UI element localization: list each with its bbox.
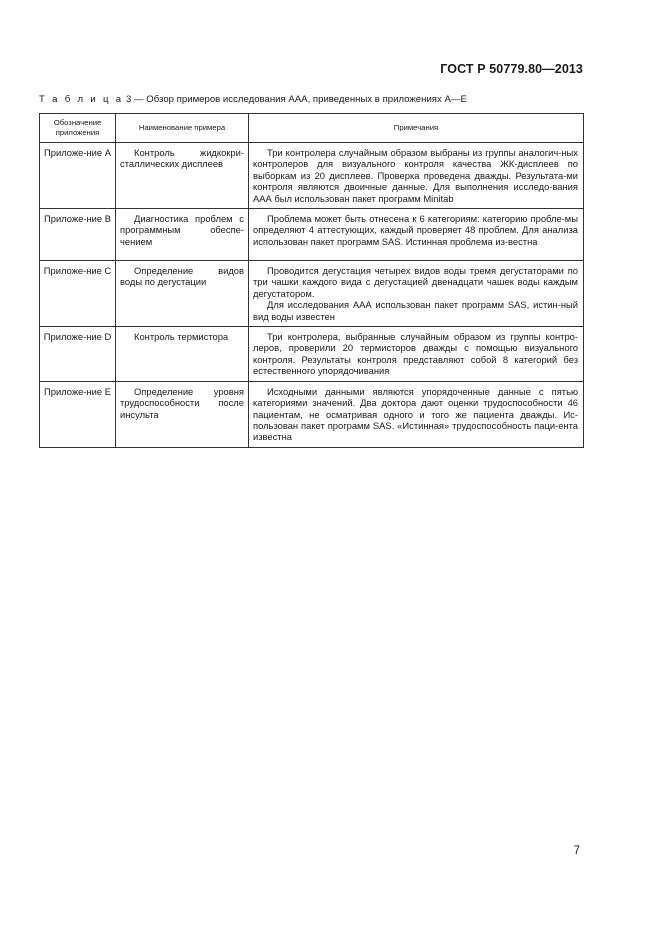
table-row	[40, 261, 584, 327]
appendix-cell: Приложе-ние Е	[40, 381, 116, 447]
page-number: 7	[573, 845, 580, 857]
appendix-cell: Приложе-ние D	[40, 327, 116, 382]
examples-table	[39, 113, 584, 448]
example-name-text: Контроль термистора	[134, 331, 229, 343]
appendix-cell: Приложе-ние С	[40, 261, 116, 327]
example-name-text: Контроль жидкокри-сталлических дисплеев	[120, 147, 244, 170]
notes-paragraph: Проводится дегустация четырех видов воды тремя дегустаторами по три чашки каждого вида с дегустацией двенадцати чашек воды каждым дегустатором.	[253, 265, 578, 299]
header-notes: Примечания	[249, 114, 584, 143]
notes-paragraph: Для исследования ААА использован пакет программ SAS, истин-ный вид воды известен	[253, 299, 578, 322]
appendix-cell: Приложе-ние А	[40, 143, 116, 209]
table-row	[40, 381, 584, 447]
standard-code-header: ГОСТ Р 50779.80—2013	[440, 62, 583, 76]
notes-cell	[249, 143, 584, 209]
example-name-text: Диагностика проблем с программным обеспе-чением	[120, 213, 244, 247]
table-row	[40, 143, 584, 209]
table-caption-label: Т а б л и ц а	[39, 94, 124, 105]
example-name-text: Определение видов воды по дегустации	[120, 265, 244, 288]
notes-cell	[249, 327, 584, 382]
notes-cell	[249, 381, 584, 447]
table-row	[40, 209, 584, 261]
example-name-cell	[116, 327, 249, 382]
example-name-cell	[116, 381, 249, 447]
notes-paragraph: Исходными данными являются упорядоченные данные с пятью категориями значений. Два доктора дают оценки трудоспособности 46 пациентам, не осматривая одного и того же пациента дважды. Ис-пользован пакет программ SAS. «Истинная» трудоспособность паци-ента известна	[253, 385, 578, 443]
notes-paragraph: Три контролера случайным образом выбраны из группы аналогич-ных контролеров для визуального контроля качества ЖК-дисплеев по выборкам из 20 дисплеев. Проверка проведена дважды. Результата-ми контроля являются двоичные данные. Для выполнения исследо-вания ААА был использован пакет программ Minitab	[253, 147, 578, 204]
header-appendix: Обозначение приложения	[40, 114, 116, 143]
table-caption	[39, 94, 467, 105]
notes-paragraph: Проблема может быть отнесена к 6 категориям: категорию пробле-мы определяют 4 аттестующих, каждый проверяет 48 проблем. Для анализа использован пакет программ SAS. Истинная проблема из-вестна	[253, 213, 578, 247]
appendix-cell: Приложе-ние В	[40, 209, 116, 261]
notes-paragraph: Три контролера, выбранные случайным образом из группы контро-леров, проверили 20 термисторов дважды с помощью визуального контроля. Результаты контроля представляют собой 8 категорий без естественного упорядочивания	[253, 331, 578, 377]
example-name-cell	[116, 209, 249, 261]
table-row	[40, 327, 584, 382]
table-body	[40, 143, 584, 448]
table-header-row	[40, 114, 584, 143]
header-name: Наименование примера	[116, 114, 249, 143]
notes-cell	[249, 261, 584, 327]
example-name-cell	[116, 143, 249, 209]
example-name-cell	[116, 261, 249, 327]
example-name-text: Определение уровня трудоспособности после инсульта	[120, 385, 244, 420]
notes-cell	[249, 209, 584, 261]
table-caption-text: 3 — Обзор примеров исследования ААА, приведенных в приложениях А—Е	[126, 94, 467, 105]
